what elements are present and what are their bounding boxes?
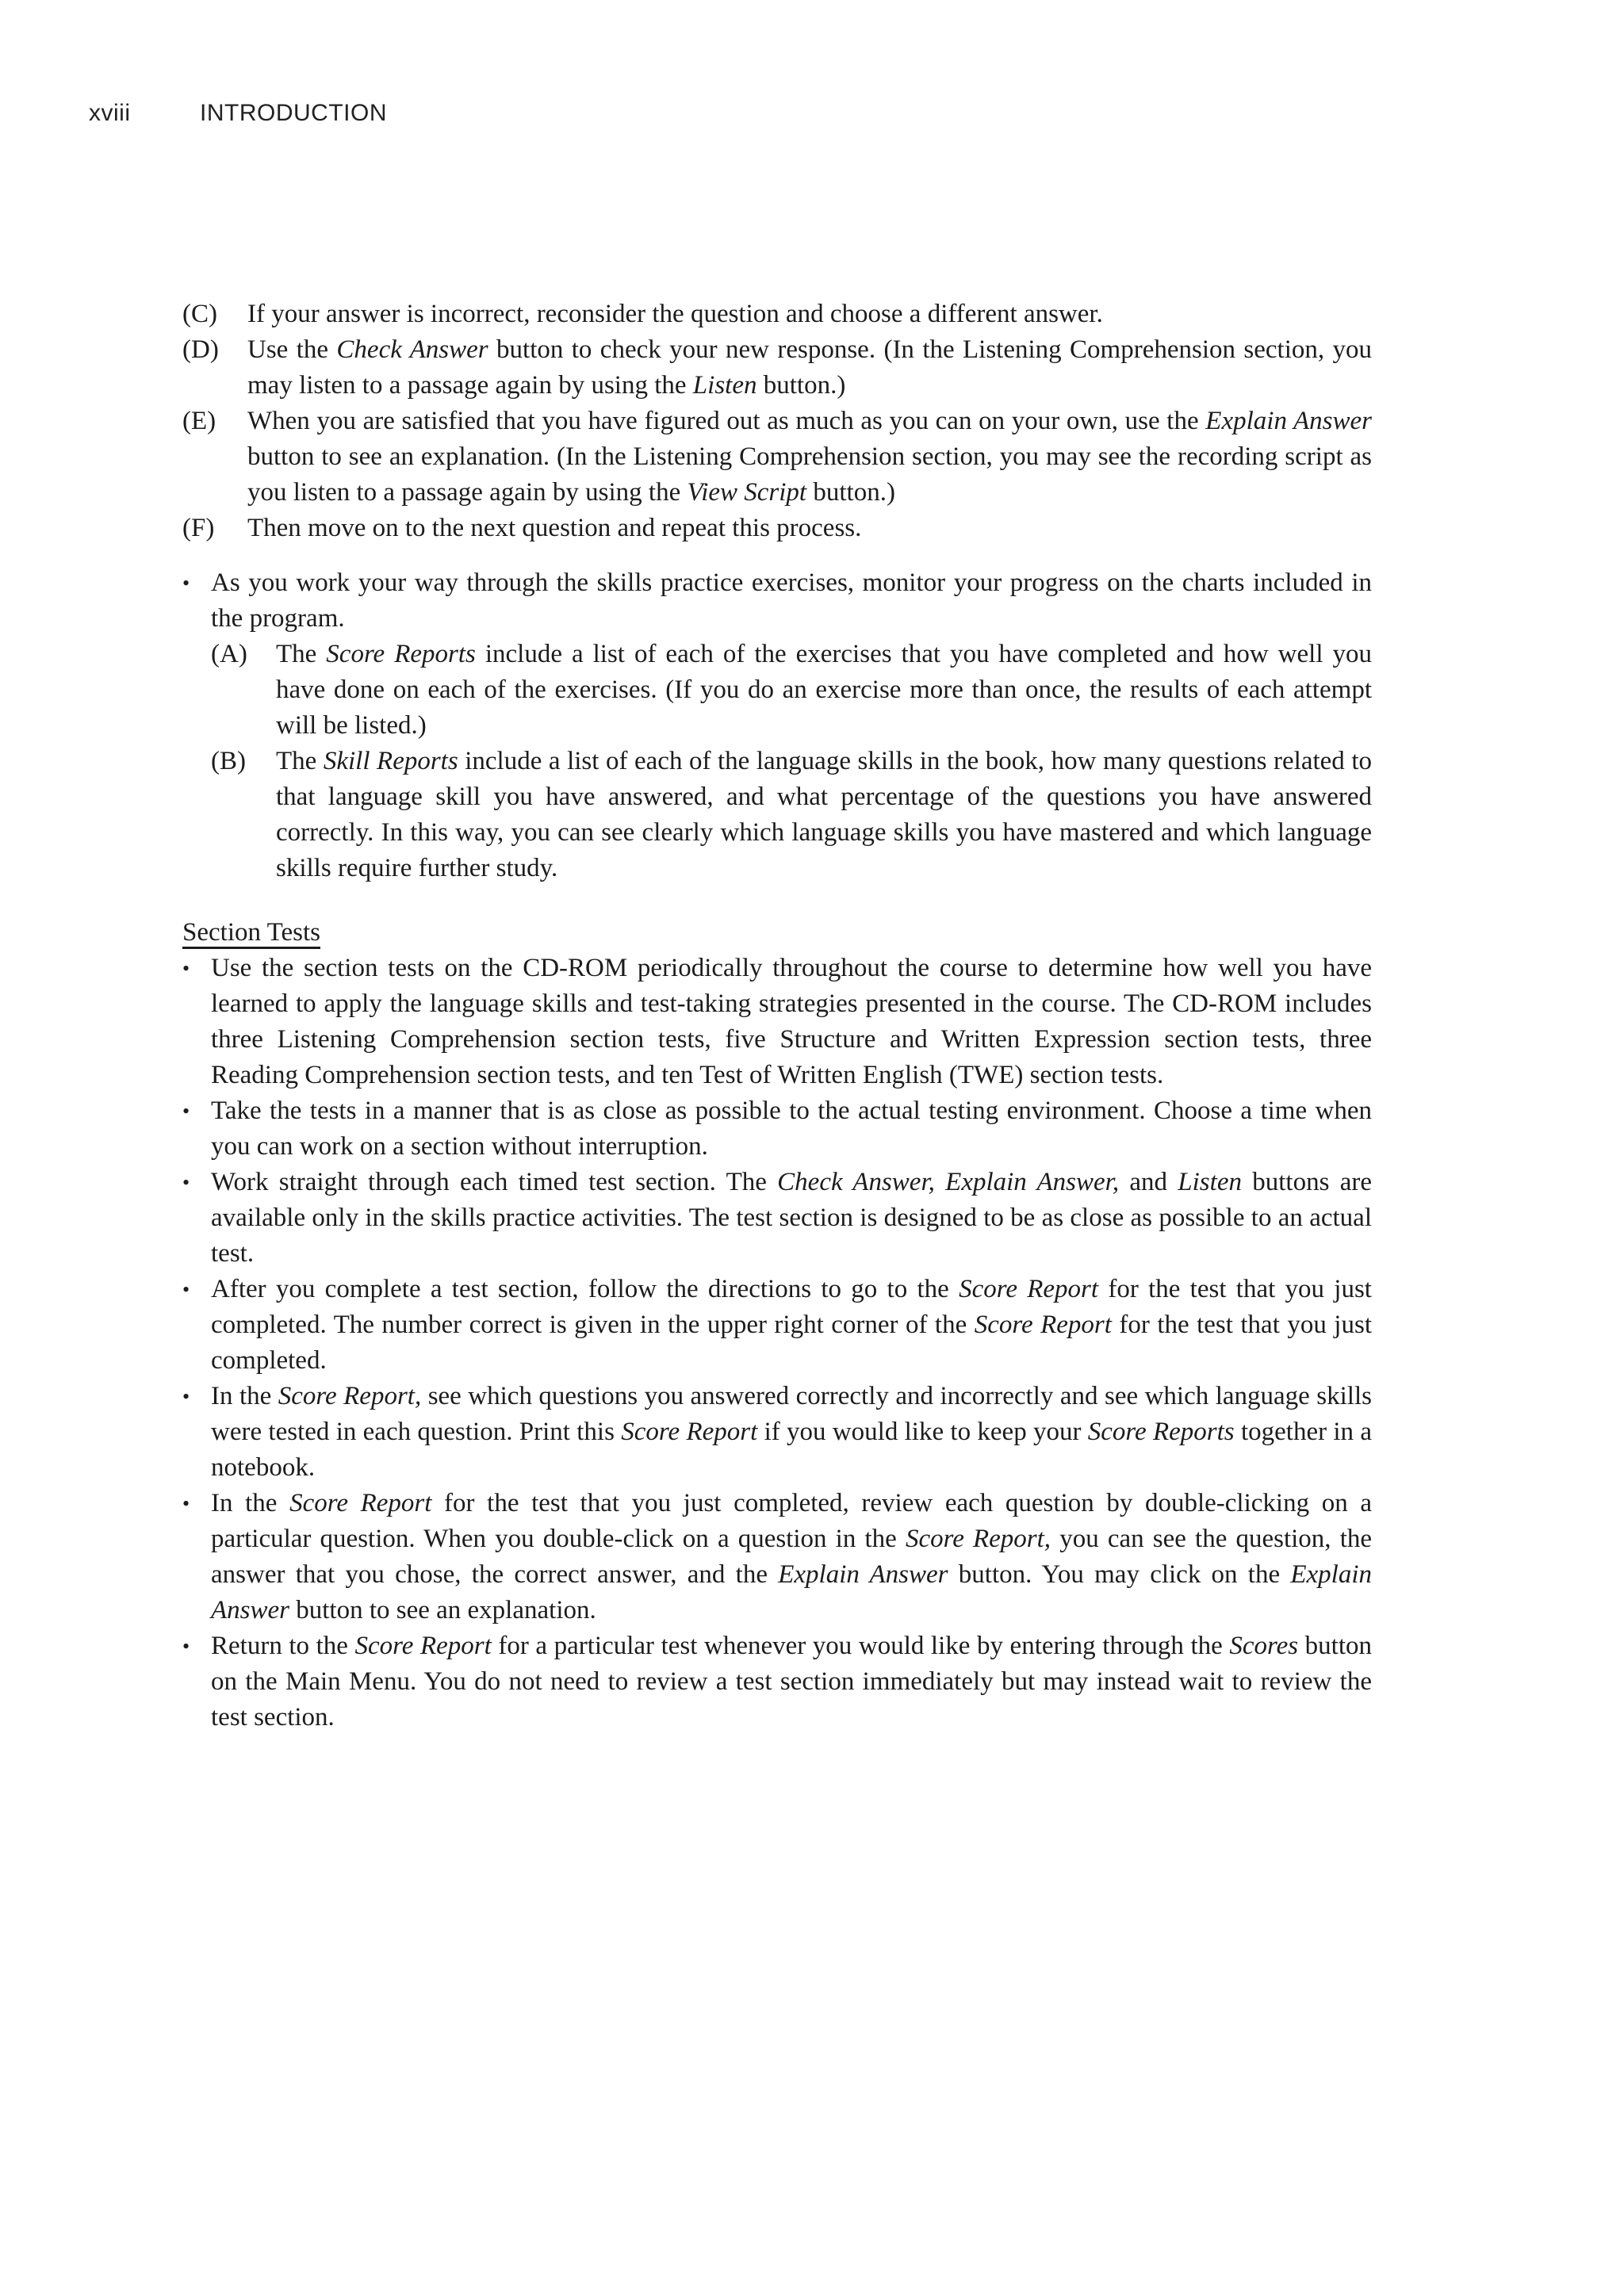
item-text: The Score Reports include a list of each of the exercises that you have completed and how well you have done on each of the exercises. (If you do an exercise more than once, the results of each attempt will be listed.) [276, 640, 1372, 740]
progress-bullet [182, 565, 1372, 886]
step-text: If your answer is incorrect, reconsider the question and choose a different answer. [247, 300, 1103, 328]
section-tests-bullet [182, 1272, 1372, 1379]
bullet-text: As you work your way through the skills practice exercises, monitor your progress on the charts included in the program. [211, 568, 1372, 633]
bullet-icon: • [182, 1171, 190, 1194]
step-text: Then move on to the next question and repeat this process. [247, 514, 862, 542]
running-head [89, 100, 387, 127]
bullet-icon: • [182, 1100, 190, 1123]
bullet-icon: • [182, 1278, 190, 1301]
bullet-icon: • [182, 1492, 190, 1515]
section-tests-bullet [182, 1628, 1372, 1735]
running-title: INTRODUCTION [200, 100, 387, 126]
step-label: (E) [182, 407, 216, 435]
page-number: xviii [89, 100, 131, 126]
bullet-text: Take the tests in a manner that is as close as possible to the actual testing environment. Choose a time when you can work on a section without interruption. [211, 1096, 1372, 1161]
bullet-icon: • [182, 957, 190, 980]
bullet-text: After you complete a test section, follow the directions to go to the Score Report for the test that you just completed. The number correct is given in the upper right corner of the Score Report for the test that you just completed. [211, 1275, 1372, 1375]
step-label: (D) [182, 335, 219, 364]
section-tests-bullet [182, 1486, 1372, 1628]
page-body [182, 297, 1372, 1735]
section-tests-bullet [182, 1093, 1372, 1165]
section-tests-heading: Section Tests [182, 918, 320, 947]
step-f [182, 511, 1372, 546]
bullet-text: In the Score Report for the test that you just completed, review each question by double-clicking on a particular question. When you double-click on a question in the Score Report, you can see the question, the answer that you chose, the correct answer, and the Explain Answer button. You may click on the Explain Answer button to see an explanation. [211, 1489, 1373, 1624]
bullet-text: In the Score Report, see which questions you answered correctly and incorrectly and see which language skills were tested in each question. Print this Score Report if you would like to keep your Score Reports together in a notebook. [211, 1382, 1372, 1482]
item-label: (A) [211, 640, 247, 668]
step-e [182, 404, 1372, 511]
report-item-b [211, 744, 1372, 886]
step-d [182, 332, 1372, 404]
item-label: (B) [211, 747, 246, 775]
step-text: Use the Check Answer button to check your new response. (In the Listening Comprehension section, you may listen to a passage again by using the Listen button.) [247, 335, 1373, 400]
bullet-text: Use the section tests on the CD-ROM periodically throughout the course to determine how well you have learned to apply the language skills and test-taking strategies presented in the course. The CD-ROM includes three Listening Comprehension section tests, five Structure and Written Expression section tests, three Reading Comprehension section tests, and ten Test of Written English (TWE) section tests. [211, 954, 1372, 1089]
section-tests-bullet [182, 951, 1372, 1093]
bullet-text: Return to the Score Report for a particular test whenever you would like by entering through the Scores button on the Main Menu. You do not need to review a test section immediately but may instead wait to review the test section. [211, 1632, 1372, 1732]
bullet-icon: • [182, 1385, 190, 1408]
bullet-icon: • [182, 572, 190, 595]
section-tests-bullet [182, 1165, 1372, 1272]
report-item-a [211, 637, 1372, 744]
section-tests-bullet [182, 1379, 1372, 1486]
step-label: (C) [182, 300, 217, 328]
bullet-icon: • [182, 1635, 190, 1658]
step-text: When you are satisfied that you have figured out as much as you can on your own, use the Explain Answer button to see an explanation. (In the Listening Comprehension section, you may see the recording script as you listen to a passage again by using the View Script button.) [247, 407, 1373, 507]
item-text: The Skill Reports include a list of each of the language skills in the book, how many questions related to that language skill you have answered, and what percentage of the questions you have answered correctly. In this way, you can see clearly which language skills you have mastered and which language skills require further study. [276, 747, 1372, 882]
step-c [182, 297, 1372, 332]
step-label: (F) [182, 514, 215, 542]
bullet-text: Work straight through each timed test section. The Check Answer, Explain Answer, and Listen buttons are available only in the skills practice activities. The test section is designed to be as close as possible to an actual test. [211, 1168, 1372, 1268]
